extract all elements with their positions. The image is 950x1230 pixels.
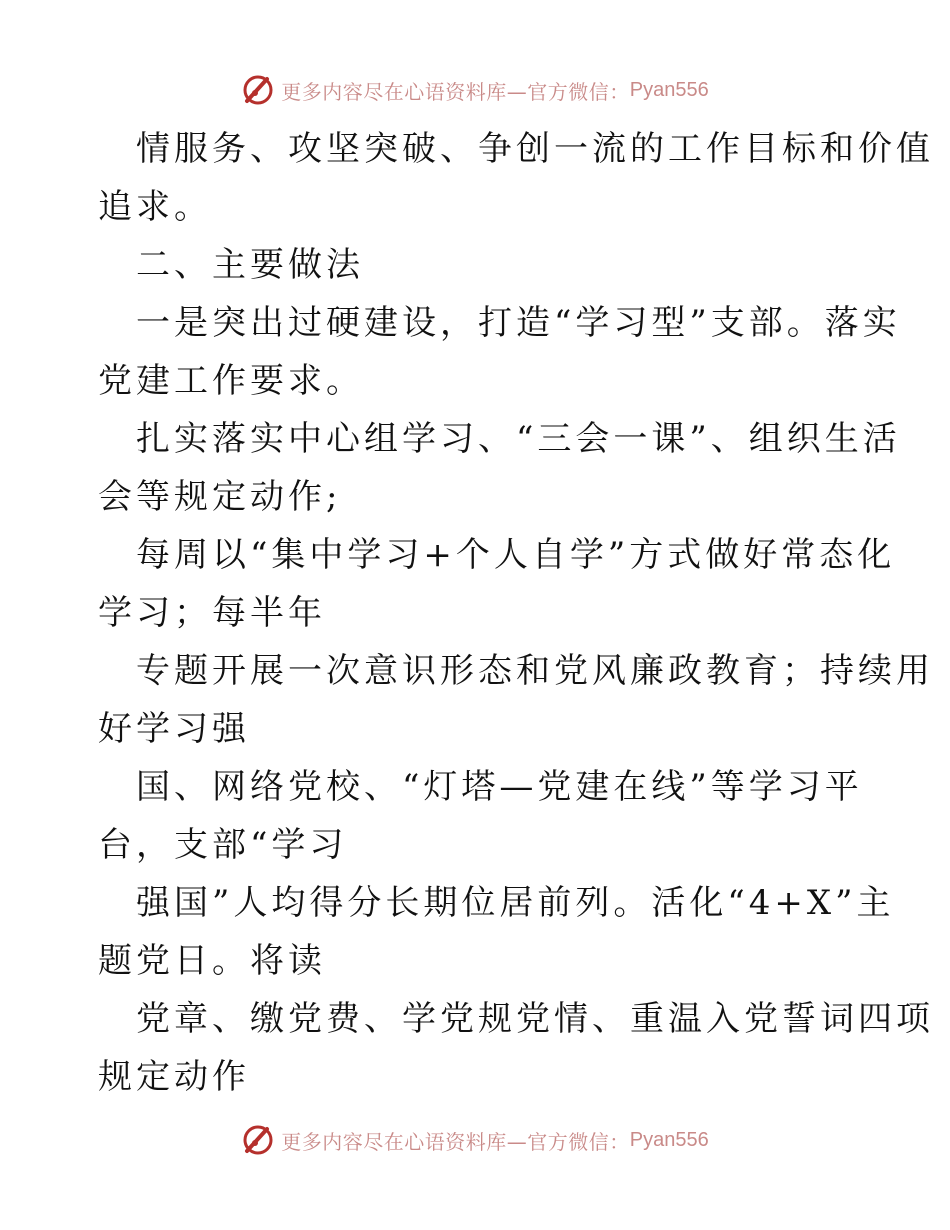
- text-line: 好学习强: [98, 709, 250, 749]
- text-line: 规定动作: [98, 1057, 250, 1097]
- text-line: 台，支部“学习: [98, 825, 348, 865]
- text-line: 一是突出过硬建设，打造“学习型”支部。落实: [136, 303, 901, 343]
- text-line: 情服务、攻坚突破、争创一流的工作目标和价值: [136, 129, 934, 169]
- text-line: 国、网络党校、“灯塔—党建在线”等学习平: [136, 767, 863, 807]
- footer-watermark: [0, 1120, 950, 1160]
- text-line: 扎实落实中心组学习、“三会一课”、组织生活: [136, 419, 901, 459]
- text-line: 追求。: [98, 187, 212, 227]
- text-line: 学习；每半年: [98, 593, 326, 633]
- text-line: 专题开展一次意识形态和党风廉政教育；持续用: [136, 651, 934, 691]
- watermark-text: 更多内容尽在心语资料库—官方微信：: [281, 79, 630, 104]
- document-body: [98, 120, 934, 1106]
- watermark-handle: Pyan556: [629, 78, 709, 101]
- header-watermark: [0, 70, 950, 110]
- text-line: 二、主要做法: [136, 245, 364, 285]
- text-line: 党建工作要求。: [98, 361, 364, 401]
- watermark-handle: Pyan556: [629, 1128, 709, 1151]
- brush-circle-logo-icon: [241, 1123, 275, 1157]
- brush-circle-logo-icon: [241, 73, 275, 107]
- watermark-text: 更多内容尽在心语资料库—官方微信：: [281, 1129, 630, 1154]
- text-line: 强国”人均得分长期位居前列。活化“4+X”主: [136, 883, 895, 923]
- text-line: 每周以“集中学习+个人自学”方式做好常态化: [136, 535, 896, 575]
- text-line: 题党日。将读: [98, 941, 326, 981]
- text-line: 会等规定动作;: [98, 477, 342, 517]
- text-line: 党章、缴党费、学党规党情、重温入党誓词四项: [136, 999, 934, 1039]
